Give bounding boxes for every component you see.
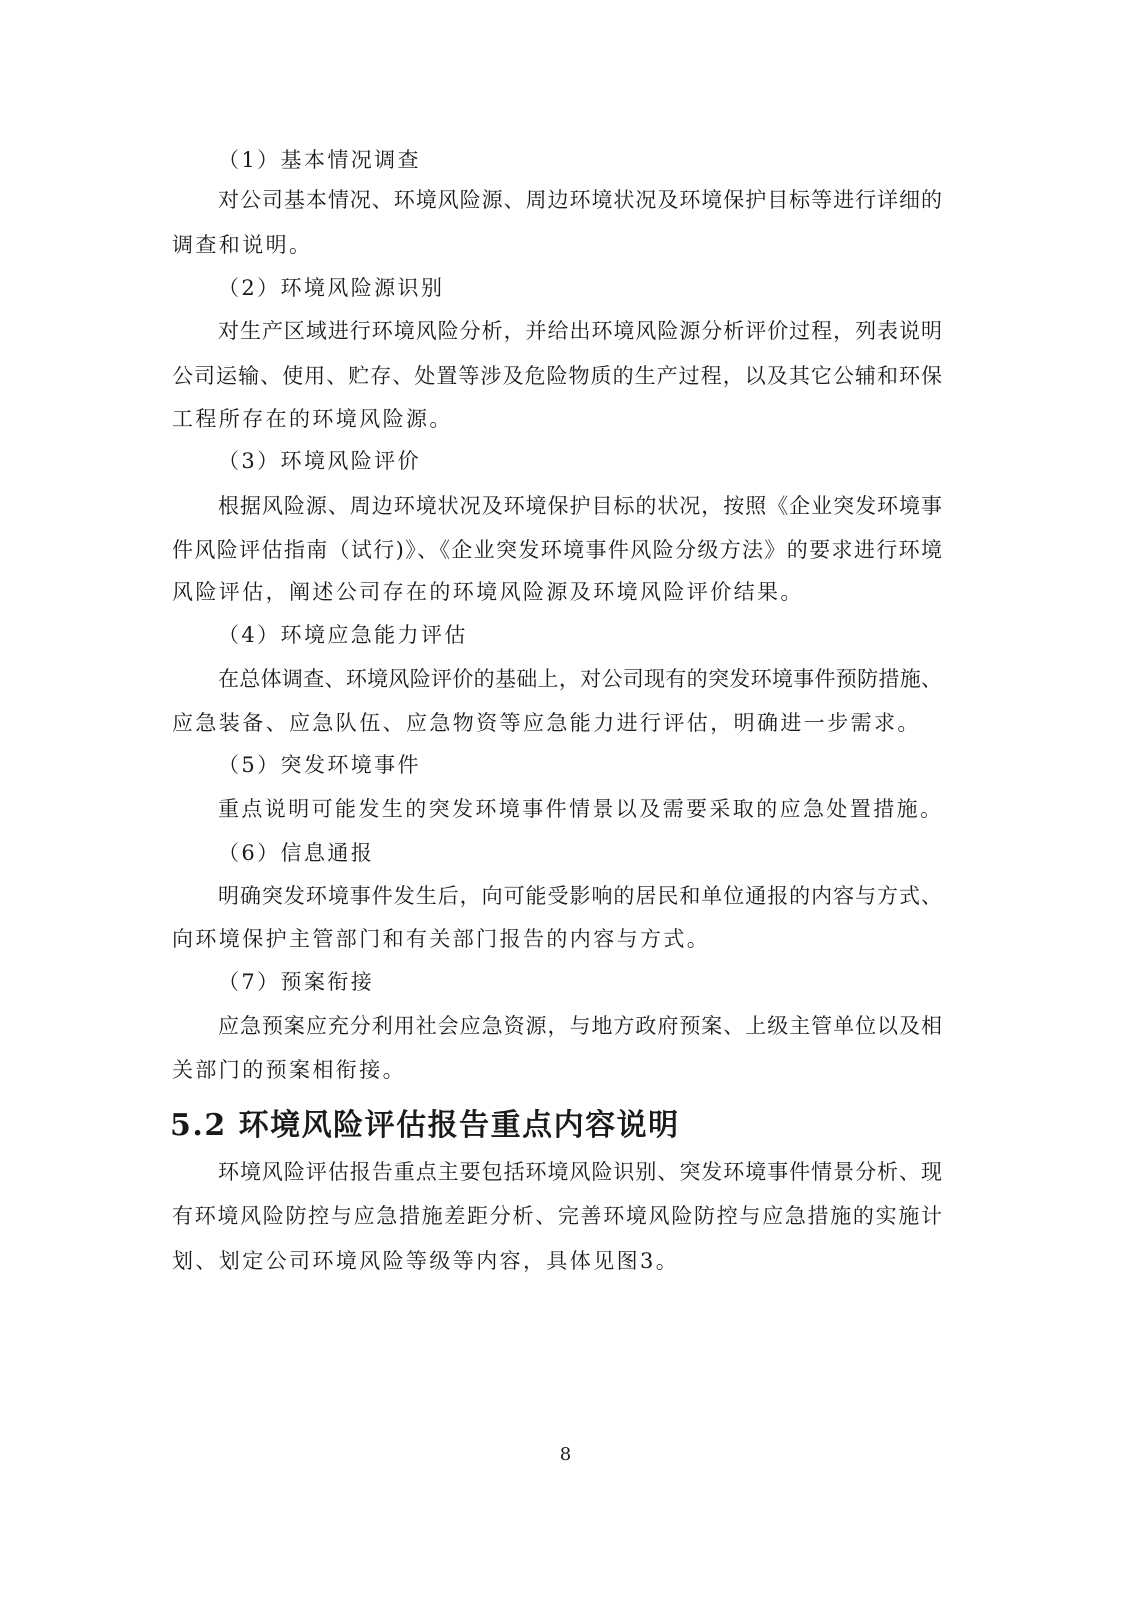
section-5-2-text-line-1: 环境风险评估报告重点主要包括环境风险识别、突发环境事件情景分析、现 [218, 1160, 942, 1184]
item-6-text-line-2: 向环境保护主管部门和有关部门报告的内容与方式。 [172, 927, 711, 951]
page-number: 8 [559, 1444, 572, 1465]
item-5-heading: （5）突发环境事件 [218, 753, 421, 777]
item-2-text-line-1: 对生产区域进行环境风险分析，并给出环境风险源分析评价过程，列表说明 [218, 319, 942, 343]
section-5-2-text-line-2: 有环境风险防控与应急措施差距分析、完善环境风险防控与应急措施的实施计 [172, 1204, 942, 1228]
item-6-text-line-1: 明确突发环境事件发生后，向可能受影响的居民和单位通报的内容与方式、 [218, 884, 942, 908]
item-3-text-line-1: 根据风险源、周边环境状况及环境保护目标的状况，按照《企业突发环境事 [218, 494, 942, 518]
item-4-text-line-2: 应急装备、应急队伍、应急物资等应急能力进行评估，明确进一步需求。 [172, 711, 921, 735]
item-3-text-line-3: 风险评估，阐述公司存在的环境风险源及环境风险评价结果。 [172, 580, 804, 604]
item-2-heading: （2）环境风险源识别 [218, 276, 445, 300]
item-6-heading: （6）信息通报 [218, 841, 375, 865]
item-5-text-line-1: 重点说明可能发生的突发环境事件情景以及需要采取的应急处置措施。 [218, 797, 944, 821]
item-1-text-line-1: 对公司基本情况、环境风险源、周边环境状况及环境保护目标等进行详细的 [218, 188, 942, 212]
item-1-heading: （1）基本情况调查 [218, 148, 421, 172]
item-7-text-line-2: 关部门的预案相衔接。 [172, 1058, 406, 1082]
item-2-text-line-3: 工程所存在的环境风险源。 [172, 407, 453, 431]
section-5-2-text-line-3: 划、划定公司环境风险等级等内容，具体见图3。 [172, 1249, 680, 1273]
item-3-heading: （3）环境风险评价 [218, 449, 421, 473]
item-4-heading: （4）环境应急能力评估 [218, 623, 468, 647]
section-5-2-title: 5.2 环境风险评估报告重点内容说明 [170, 1108, 680, 1143]
item-2-text-line-2: 公司运输、使用、贮存、处置等涉及危险物质的生产过程，以及其它公辅和环保 [172, 364, 942, 388]
item-7-text-line-1: 应急预案应充分利用社会应急资源，与地方政府预案、上级主管单位以及相 [218, 1014, 942, 1038]
item-1-text-line-2: 调查和说明。 [172, 233, 313, 257]
item-3-text-line-2: 件风险评估指南（试行)》、《企业突发环境事件风险分级方法》的要求进行环境 [172, 538, 942, 562]
item-4-text-line-1: 在总体调查、环境风险评价的基础上，对公司现有的突发环境事件预防措施、 [218, 667, 942, 691]
item-7-heading: （7）预案衔接 [218, 970, 375, 994]
